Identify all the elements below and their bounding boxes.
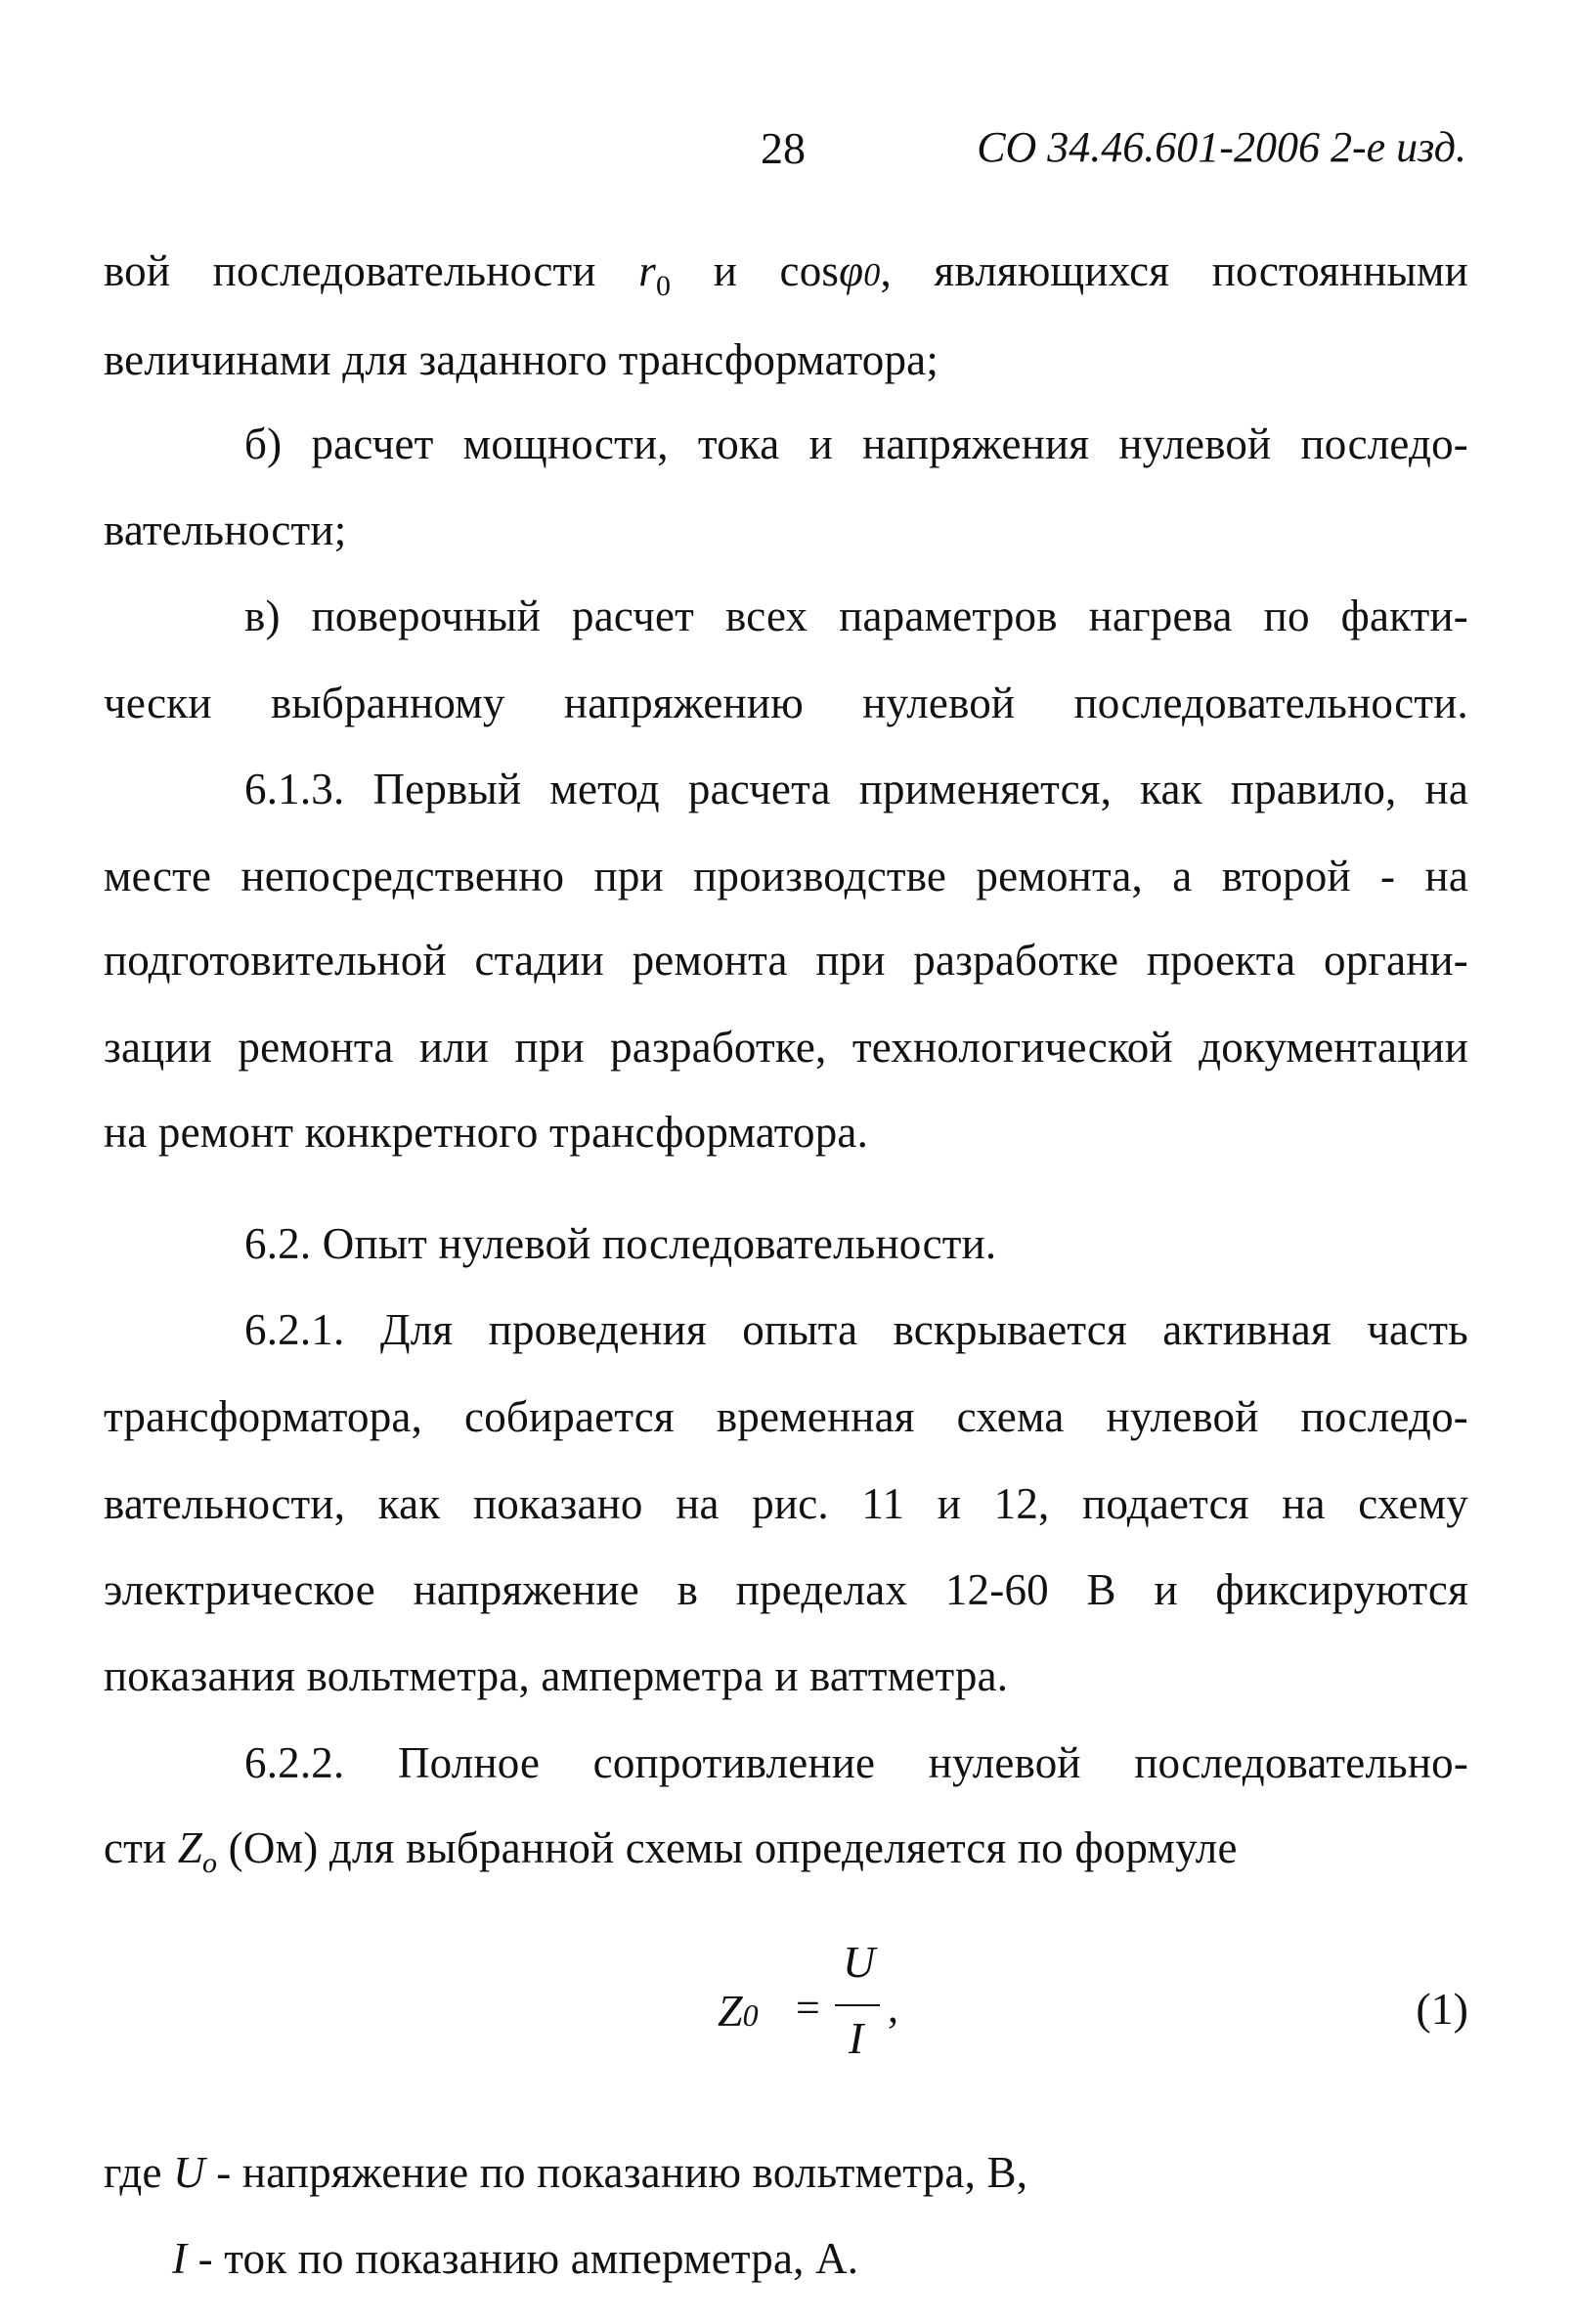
symbol-i: I — [172, 2234, 188, 2283]
text-run: сти — [104, 1823, 178, 1872]
where-line — [172, 2234, 1468, 2283]
text-run: - ток по показанию амперметра, А. — [187, 2234, 859, 2283]
paragraph-line: вательности; — [104, 505, 347, 554]
subscript: o — [202, 1847, 218, 1879]
text-run: - напряжение по показанию вольтметра, В, — [204, 2148, 1028, 2197]
paragraph-line: трансформатора, собирается временная схема нулевой последо- — [104, 1392, 1468, 1441]
paragraph-line: 6.2.1. Для проведения опыта вскрывается активная часть — [244, 1305, 1468, 1354]
paragraph-line: месте непосредственно при производстве ремонта, а второй - на — [104, 852, 1468, 900]
symbol-r: r — [638, 246, 656, 295]
paragraph-line — [104, 246, 1468, 302]
paragraph-line: показания вольтметра, амперметра и ваттметра. — [104, 1651, 1009, 1700]
subscript: 0 — [655, 270, 672, 302]
fraction-bar — [835, 2004, 880, 2006]
paragraph-line — [104, 1823, 1468, 1879]
paragraph-line: б) расчет мощности, тока и напряжения нулевой последо- — [244, 419, 1468, 468]
text-run: , являющихся постоянными — [880, 246, 1468, 295]
paragraph-line: зации ремонта или при разработке, технологической документации — [104, 1023, 1468, 1072]
paragraph-line: в) поверочный расчет всех параметров нагрева по факти- — [244, 592, 1468, 640]
formula — [706, 1924, 921, 2090]
paragraph-line: 6.2.2. Полное сопротивление нулевой последовательно- — [244, 1738, 1468, 1787]
symbol-u: U — [173, 2148, 205, 2197]
subscript: 0 — [863, 257, 881, 293]
formula-lhs: Z0 — [718, 1986, 759, 2036]
text-run: вой последовательности — [104, 246, 639, 295]
document-code: СО 34.46.601-2006 2-е изд. — [977, 123, 1466, 171]
formula-numerator: U — [843, 1937, 876, 1987]
paragraph-line: величинами для заданного трансформатора; — [104, 335, 939, 384]
paragraph-line: подготовительной стадии ремонта при разработке проекта органи- — [104, 936, 1468, 985]
where-line — [104, 2148, 1468, 2197]
paragraph-line: электрическое напряжение в пределах 12-60 В и фиксируются — [104, 1565, 1468, 1614]
symbol-z: Z — [177, 1823, 203, 1872]
formula-equals: = — [796, 1984, 820, 2032]
paragraph-line: чески выбранному напряжению нулевой последовательности. — [104, 679, 1468, 727]
formula-comma: , — [888, 1984, 898, 2032]
paragraph-line: на ремонт конкретного трансформатора. — [104, 1108, 869, 1157]
formula-number: (1) — [1416, 1984, 1468, 2034]
section-heading: 6.2. Опыт нулевой последовательности. — [244, 1219, 997, 1268]
page-header — [0, 122, 1572, 181]
symbol-phi: φ — [839, 246, 864, 295]
page-number: 28 — [761, 123, 806, 173]
text-run: и cos — [671, 246, 840, 295]
formula-denominator: I — [849, 2013, 864, 2063]
paragraph-line: 6.1.3. Первый метод расчета применяется, как правило, на — [244, 765, 1468, 813]
text-run: где — [104, 2148, 174, 2197]
text-run: (Ом) для выбранной схемы определяется по формуле — [217, 1823, 1238, 1872]
paragraph-line: вательности, как показано на рис. 11 и 12, подается на схему — [104, 1479, 1468, 1528]
